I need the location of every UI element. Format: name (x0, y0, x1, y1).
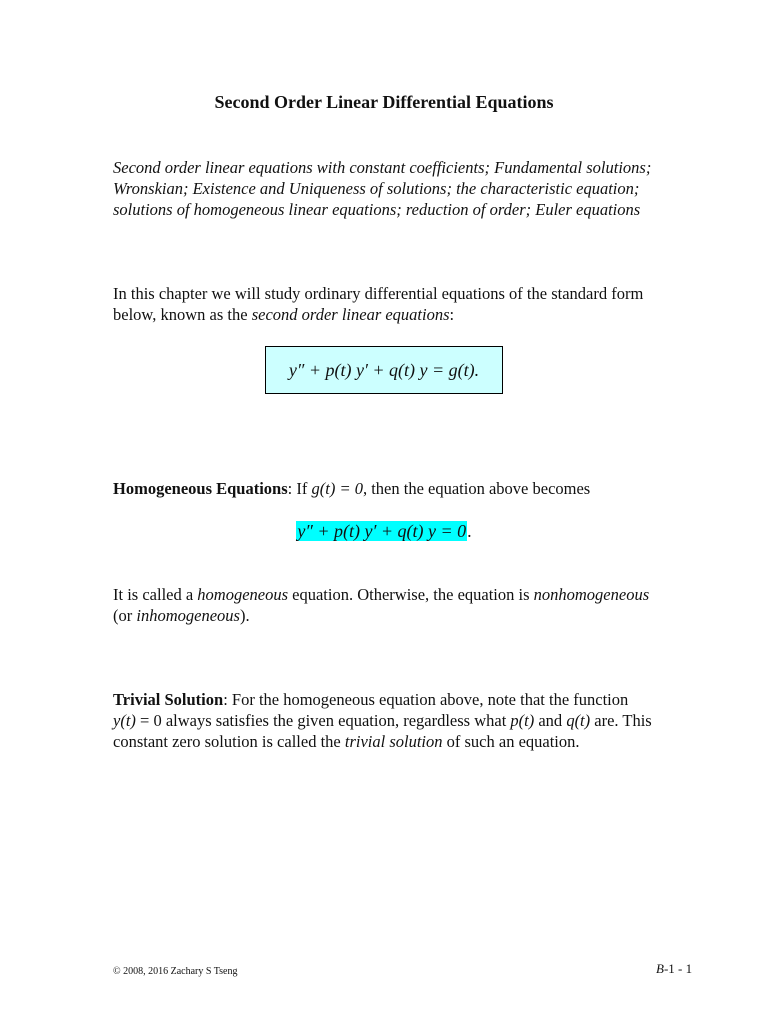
trivial-label: Trivial Solution (113, 690, 224, 709)
definition-t1: It is called a (113, 585, 198, 604)
main-equation-box (265, 346, 503, 394)
homogeneous-text-end: , then the equation above becomes (362, 479, 591, 498)
intro-text-end: : (449, 305, 455, 324)
trivial-qt: q(t) (566, 711, 591, 730)
homogeneous-equation-period: . (467, 521, 472, 541)
page-number (656, 961, 692, 977)
definition-homogeneous: homogeneous (197, 585, 289, 604)
trivial-t9: of such an equation. (442, 732, 580, 751)
definition-t3: equation. Otherwise, the equation is (288, 585, 534, 604)
homogeneous-label: Homogeneous Equations (113, 479, 288, 498)
main-equation: y″ + p(t) y′ + q(t) y = g(t). (288, 359, 480, 380)
trivial-solution-paragraph (113, 689, 653, 752)
trivial-t5: and (534, 711, 567, 730)
homogeneous-text: : If (287, 479, 312, 498)
footer-copyright: © 2008, 2016 Zachary S Tseng (113, 966, 238, 977)
definition-t5: (or (113, 606, 137, 625)
trivial-t1: : For the homogeneous equation above, note that the function (223, 690, 629, 709)
trivial-yt: y(t) (113, 711, 136, 730)
homogeneous-paragraph (113, 478, 653, 499)
page-letter: B (656, 961, 664, 976)
page-title: Second Order Linear Differential Equations (214, 92, 554, 112)
homogeneous-condition: g(t) = 0 (311, 479, 363, 498)
trivial-pt: p(t) (510, 711, 535, 730)
trivial-t7: are. This constant zero solution is called the (113, 711, 652, 751)
definition-t7: ). (239, 606, 250, 625)
homogeneous-equation: y″ + p(t) y′ + q(t) y = 0 (297, 521, 467, 541)
trivial-t3: = 0 always satisfies the given equation, regardless what (135, 711, 511, 730)
definition-inhomogeneous: inhomogeneous (136, 606, 240, 625)
abstract: Second order linear equations with constant coefficients; Fundamental solutions; Wronskian; Existence and Uniqueness of solutions; the characteristic equation; solutions of homogeneous linear equations; reduction of order; Euler equations (113, 158, 652, 219)
trivial-term: trivial solution (344, 732, 443, 751)
definition-paragraph (113, 584, 653, 626)
homogeneous-equation-line (0, 521, 768, 542)
intro-paragraph (113, 283, 653, 325)
definition-nonhomogeneous: nonhomogeneous (533, 585, 650, 604)
intro-term: second order linear equations (251, 305, 450, 324)
page-number-text: -1 - 1 (663, 961, 693, 976)
intro-text: In this chapter we will study ordinary differential equations of the standard form below, known as the (113, 284, 644, 324)
